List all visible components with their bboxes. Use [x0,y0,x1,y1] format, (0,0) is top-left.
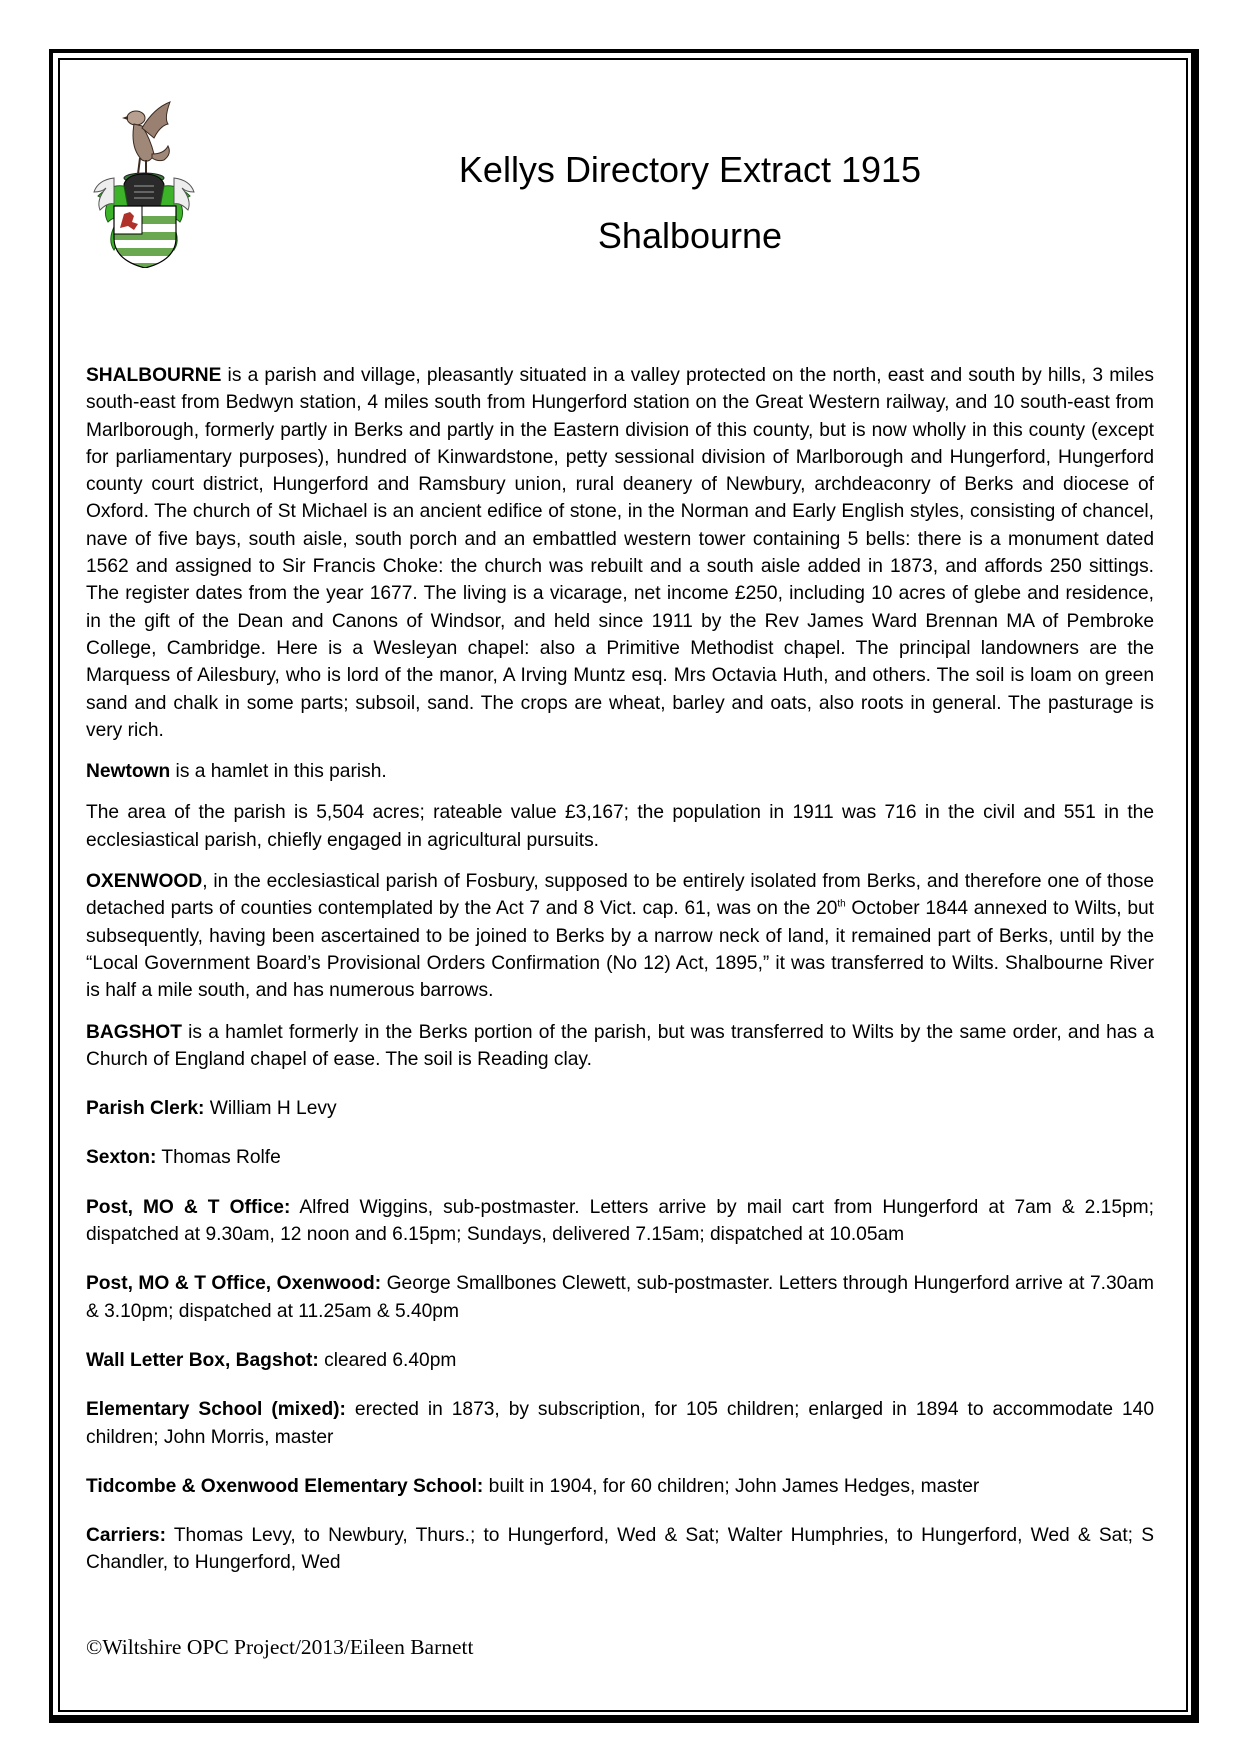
entry-value: William H Levy [204,1098,337,1120]
entry-tidcombe-school [86,1473,1154,1500]
paragraph-lead: Newtown [86,761,171,783]
entry-parish-clerk [86,1095,1154,1122]
entry-label: Wall Letter Box, Bagshot: [86,1349,319,1371]
entry-value: cleared 6.40pm [318,1349,457,1371]
entry-value: erected in 1873, by subscription, for 105 children; enlarged in 1894 to accommodate 140 children; John Morris, master [86,1399,1154,1448]
entry-label: Parish Clerk: [86,1098,205,1120]
paragraph-shalbourne [86,362,1154,744]
paragraph-oxenwood [86,868,1154,1004]
paragraph-lead: SHALBOURNE [86,365,222,386]
entry-label: Post, MO & T Office, Oxenwood: [86,1273,382,1295]
document-body [86,362,1154,1599]
entry-carriers [86,1522,1154,1577]
entry-label: Carriers: [86,1525,166,1547]
page-title: Kellys Directory Extract 1915 [458,149,922,190]
entry-label: Post, MO & T Office: [86,1196,291,1218]
header [380,150,1000,256]
paragraph-lead: BAGSHOT [86,1021,182,1043]
entry-value: Alfred Wiggins, sub-postmaster. Letters arrive by mail cart from Hungerford at 7am & 2.15pm; dispatched at 9.30am, 12 noon and 6.15pm; Sundays, delivered 7.15am; dispatched at 10.05am [86,1196,1154,1246]
paragraph-text: October 1844 annexed to Wilts, but subsequently, having been ascertained to be joined to Berks by a narrow neck of land, it remained part of Berks, until by the “Local Government Board’s Provisional Orders Confirmation (No 12) Act, 1895,” it was transferred to Wilts. Shalbourne River is half a mile south, and has numerous barrows. [86,898,1154,1002]
ordinal-suffix: th [837,898,846,910]
page-subtitle: Shalbourne [597,215,783,256]
entry-label: Tidcombe & Oxenwood Elementary School: [86,1475,484,1497]
paragraph-text: is a parish and village, pleasantly situated in a valley protected on the north, east and south by hills, 3 miles south-east from Bedwyn station, 4 miles south from Hungerford station on the Great Western railway, and 10 south-east from Marlborough, formerly partly in Berks and partly in the Eastern division of this county, but is now wholly in this county (except for parliamentary purposes), hundred of Kinwardstone, petty sessional division of Marlborough and Hungerford, Hungerford county court district, Hungerford and Ramsbury union, rural deanery of Newbury, archdeaconry of Berks and diocese of Oxford. The church of St Michael is an ancient edifice of stone, in the Norman and Early English styles, consisting of chancel, nave of five bays, south aisle, south porch and an embattled western tower containing 5 bells: there is a monument dated 1562 and assigned to Sir Francis Choke: the church was rebuilt and a south aisle added in 1873, and affords 250 sittings. The register dates from the year 1677. The living is a vicarage, net income £250, including 10 acres of glebe and residence, in the gift of the Dean and Canons of Windsor, and held since 1911 by the Rev James Ward Brennan MA of Pembroke College, Cambridge. Here is a Wesleyan chapel: also a Primitive Methodist chapel. The principal landowners are the Marquess of Ailesbury, who is lord of the manor, A Irving Muntz esq. Mrs Octavia Huth, and others. The soil is loam on green sand and chalk in some parts; subsoil, sand. The crops are wheat, barley and oats, also roots in general. The pasturage is very rich. [86,365,1154,741]
entry-value: Thomas Levy, to Newbury, Thurs.; to Hungerford, Wed & Sat; Walter Humphries, to Hungerford, Wed & Sat; S Chandler, to Hungerford, Wed [86,1525,1154,1574]
entry-elementary-school [86,1396,1154,1451]
paragraph-area [86,799,1154,854]
paragraph-text: is a hamlet formerly in the Berks portion of the parish, but was transferred to Wilts by the same order, and has a Church of England chapel of ease. The soil is Reading clay. [86,1021,1154,1070]
paragraph-lead: OXENWOOD [86,871,203,893]
shield-icon [114,206,176,268]
entry-value: George Smallbones Clewett, sub-postmaster. Letters through Hungerford arrive at 7.30am & 3.10pm; dispatched at 11.25am & 5.40pm [86,1273,1154,1322]
entry-post-office-oxenwood [86,1270,1154,1325]
entry-post-office [86,1194,1154,1249]
entry-sexton [86,1144,1154,1171]
entry-label: Sexton: [86,1147,157,1169]
paragraph-newtown [86,758,1154,785]
copyright-footer: ©Wiltshire OPC Project/2013/Eileen Barnett [86,1635,474,1659]
entry-wall-letter-box [86,1347,1154,1374]
paragraph-bagshot [86,1019,1154,1074]
coat-of-arms-icon [84,88,204,268]
entry-label: Elementary School (mixed): [86,1399,346,1421]
entry-value: built in 1904, for 60 children; John James Hedges, master [483,1475,980,1497]
bird-crest-icon [122,102,170,174]
paragraph-text: is a hamlet in this parish. [170,761,387,783]
paragraph-text: , in the ecclesiastical parish of Fosbury, supposed to be entirely isolated from Berks, and therefore one of those detached parts of counties contemplated by the Act 7 and 8 Vict. cap. 61, was on the 20 [86,871,1154,920]
entry-value: Thomas Rolfe [156,1147,281,1169]
paragraph-text: The area of the parish is 5,504 acres; rateable value £3,167; the population in 1911 was 716 in the civil and 551 in the ecclesiastical parish, chiefly engaged in agricultural pursuits. [86,802,1154,851]
